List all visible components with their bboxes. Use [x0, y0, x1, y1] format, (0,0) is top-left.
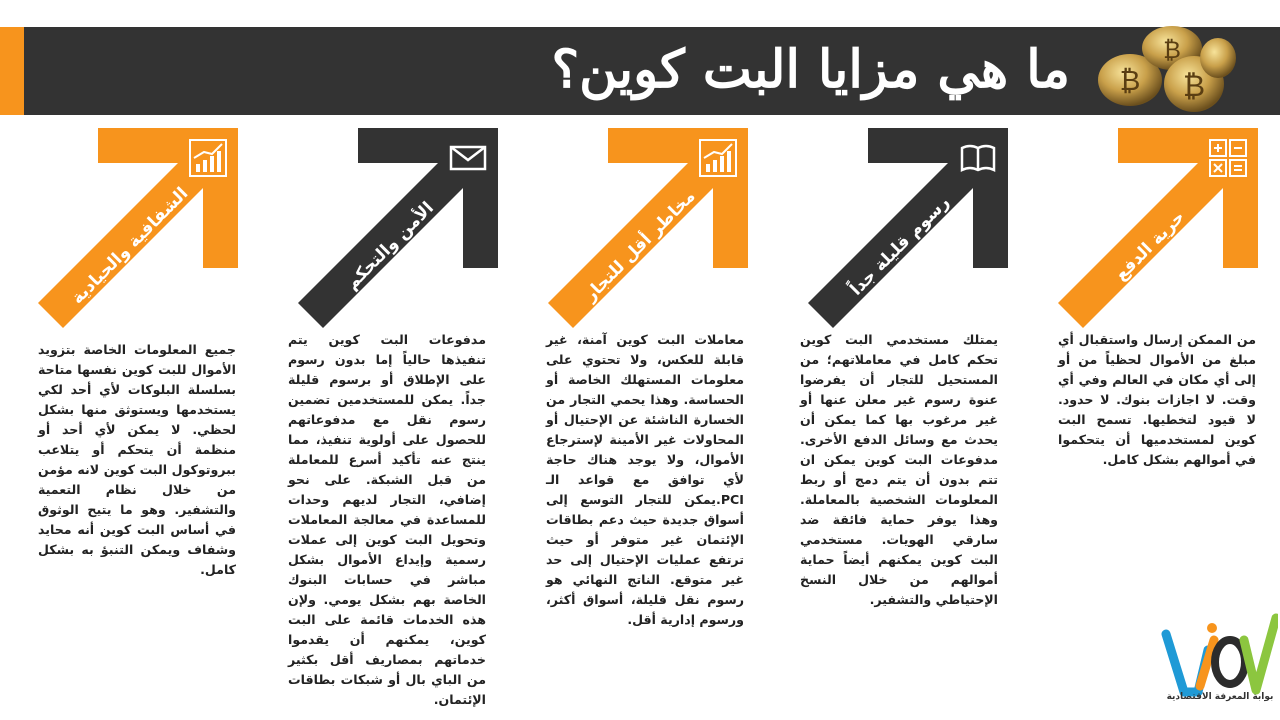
card-title: الشفافية والحيادية [67, 183, 193, 309]
card-low-fees [808, 128, 1008, 328]
card-title: مخاطر أقل للتجار [580, 186, 700, 306]
card-text-lower-merchant-risk: معاملات البت كوين آمنة، غير قابلة للعكس، ولا تحتوي على معلومات المستهلك الخاصة أو الحساسة. وهذا يحمي التجار من الخسارة الناشئة عن الإحتيال أو المحاولات غير الأمينة لإسترجاع الأموال، ولا يوجد هناك حاجة لأي توافق مع قواعد الـ PCI.يمكن للتجار التوسع إلى أسواق جديدة حيث دعم بطاقات الإئتمان غير متوفر أو حيث ترتفع عمليات الإحتيال إلى حد غير متوقع. الناتج النهائي هو رسوم نقل قليلة، أسواق أكثر، ورسوم إدارية أقل. [546, 332, 744, 627]
card-text-freedom-of-payment: من الممكن إرسال واستقبال أي مبلغ من الأموال لحظياً من أو إلى أي مكان في العالم وفي أي وقت. لا اجازات بنوك. لا حدود. لا قيود لتخطيها. تسمح البت كوين لمستخدميها أن يتحكموا في أموالهم بشكل كامل. [1058, 332, 1256, 467]
calculator-icon [1208, 138, 1248, 178]
card-text-low-fees: يمتلك مستخدمي البت كوين تحكم كامل في معاملاتهم؛ من المستحيل للتجار أن يفرضوا عنوة رسوم غير معلن عنها أو غير مرغوب بها كما يمكن أن يحدث مع وسائل الدفع الأخرى. مدفوعات البت كوين يمكن ان تتم بدون أن يتم دمج أو ربط المعلومات الشخصية بالمعاملة. وهذا يوفر حماية فائقة ضد سارقي الهويات. مستخدمي البت كوين يمكنهم أيضاً حماية أموالهم من خلال النسخ الإحتياطي والتشفير. [800, 332, 998, 607]
card-title: الأمن والتحكم [342, 198, 438, 294]
book-icon [958, 138, 998, 178]
card-freedom-of-payment [1058, 128, 1258, 328]
svg-text:₿: ₿ [1182, 69, 1206, 104]
card-security-control [298, 128, 498, 328]
card-title: حرية الدفع [1111, 207, 1189, 285]
svg-text:₿: ₿ [1119, 64, 1141, 97]
logo-caption: بوابة المعرفة الاقتصادية [1166, 692, 1274, 702]
chart-icon [188, 138, 228, 178]
chart-icon [698, 138, 738, 178]
card-title: رسوم قليلة جداً [846, 192, 954, 300]
page-title: ما هي مزايا البت كوين؟ [551, 39, 1070, 100]
bitcoin-coins-icon [1090, 18, 1240, 114]
envelope-icon [448, 138, 488, 178]
card-transparency-neutrality [38, 128, 238, 328]
card-text-transparency-neutrality: جميع المعلومات الخاصة بتزويد الأموال للبت كوين نفسها متاحة بسلسلة البلوكات لأي أحد لكي يستخدمها ويستوثق منها بشكل لحظي. لا يمكن لأي أحد أو منظمة أن يتحكم أو يتلاعب ببروتوكول البت كوين لانه مؤمن من خلال نظام التعمية والتشفير. وهو ما يتيح الوثوق في أساس البت كوين أنه محايد وشفاف ويمكن التنبؤ به بشكل كامل. [38, 342, 236, 577]
card-text-security-control: مدفوعات البت كوين يتم تنفيذها حالياً إما بدون رسوم على الإطلاق أو برسوم قليلة جداً. يمكن للمستخدمين تضمين رسوم نقل مع مدفوعاتهم للحصول على أولوية تنفيذ، مما ينتج عنه تأكيد أسرع للمعاملة من قبل الشبكة. على نحو إضافي، التجار لديهم وحدات للمساعدة في معالجة المعاملات وتحويل البت كوين إلى عملات رسمية وإيداع الأموال بشكل مباشر في حسابات البنوك الخاصة بهم بشكل يومي. ولإن هذه الخدمات قائمة على البت كوين، يمكنهم أن يقدموا خدماتهم بمصاريف أقل بكثير من الباي بال أو شبكات بطاقات الإئتمان. [288, 332, 486, 707]
svg-text:₿: ₿ [1163, 36, 1181, 64]
card-lower-merchant-risk [548, 128, 748, 328]
